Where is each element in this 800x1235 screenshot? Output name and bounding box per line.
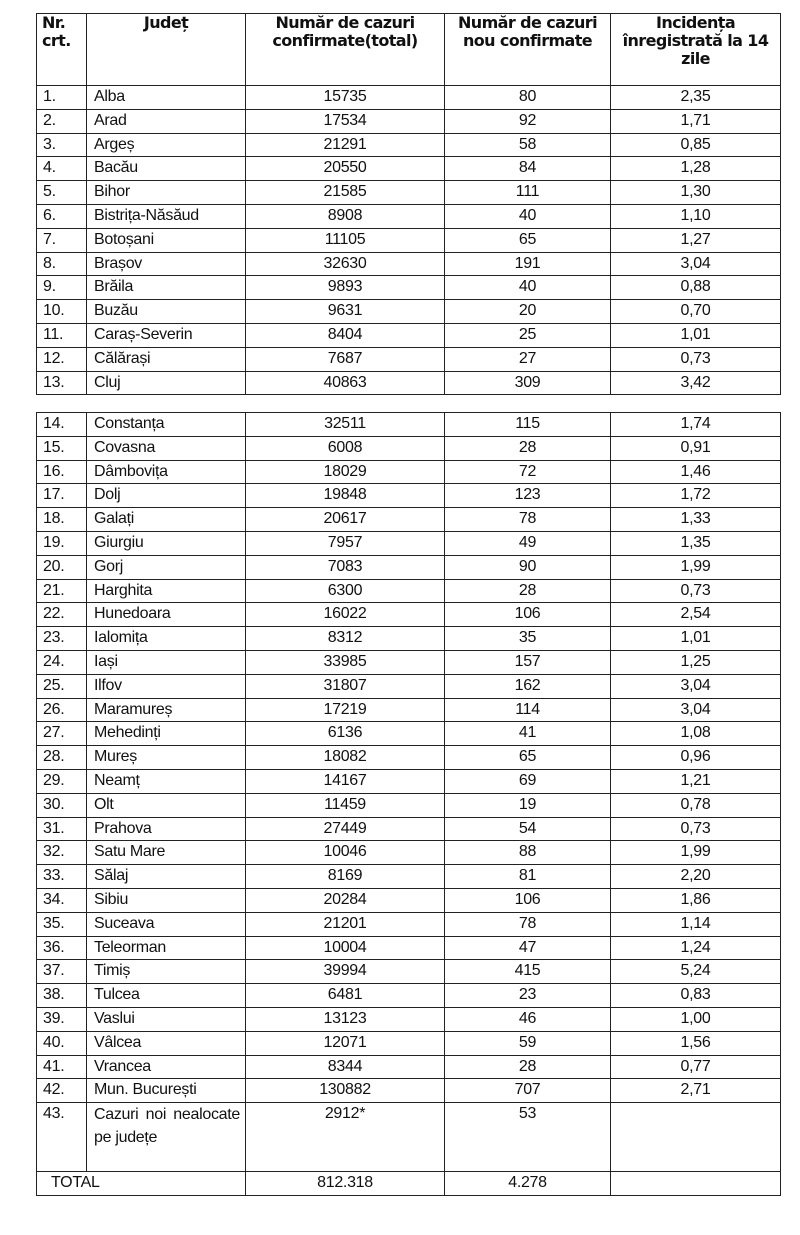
cell-name: Ialomița	[87, 627, 246, 651]
cell-incidence: 0,70	[611, 300, 781, 324]
cell-incidence: 1,56	[611, 1031, 781, 1055]
cell-total: 7957	[246, 531, 445, 555]
table-row	[37, 841, 781, 865]
cell-nr: 9.	[37, 276, 87, 300]
cell-total: 6481	[246, 984, 445, 1008]
cell-total: 11105	[246, 228, 445, 252]
table-row	[37, 252, 781, 276]
cell-total: 6136	[246, 722, 445, 746]
cell-name: Mureș	[87, 746, 246, 770]
cell-new: 23	[445, 984, 611, 1008]
cell-incidence	[611, 1103, 781, 1172]
cell-incidence: 1,14	[611, 912, 781, 936]
cell-nr: 8.	[37, 252, 87, 276]
cell-incidence: 5,24	[611, 960, 781, 984]
cell-nr: 13.	[37, 371, 87, 395]
cell-total: 19848	[246, 484, 445, 508]
total-cases: 812.318	[246, 1172, 445, 1196]
table-row	[37, 508, 781, 532]
cell-incidence: 0,78	[611, 793, 781, 817]
table-row	[37, 1055, 781, 1079]
total-new-cases: 4.278	[445, 1172, 611, 1196]
cell-nr: 30.	[37, 793, 87, 817]
cell-name: Constanța	[87, 413, 246, 437]
cell-total: 16022	[246, 603, 445, 627]
table-row	[37, 1079, 781, 1103]
cell-new: 72	[445, 460, 611, 484]
cell-total: 20617	[246, 508, 445, 532]
cell-new: 47	[445, 936, 611, 960]
cell-new: 157	[445, 650, 611, 674]
cell-name: Neamț	[87, 769, 246, 793]
cell-incidence: 1,21	[611, 769, 781, 793]
cell-nr: 42.	[37, 1079, 87, 1103]
cell-nr: 29.	[37, 769, 87, 793]
cell-total: 31807	[246, 674, 445, 698]
table-row	[37, 627, 781, 651]
table-row	[37, 228, 781, 252]
cell-nr: 3.	[37, 133, 87, 157]
cell-new: 106	[445, 603, 611, 627]
table-row	[37, 603, 781, 627]
cell-name: Timiș	[87, 960, 246, 984]
table-row	[37, 300, 781, 324]
cell-new: 92	[445, 109, 611, 133]
table-row	[37, 936, 781, 960]
cell-incidence: 1,24	[611, 936, 781, 960]
cell-nr: 25.	[37, 674, 87, 698]
cell-total: 32511	[246, 413, 445, 437]
cell-nr: 37.	[37, 960, 87, 984]
cell-name: Galați	[87, 508, 246, 532]
cell-name: Cluj	[87, 371, 246, 395]
cell-incidence: 0,96	[611, 746, 781, 770]
cell-total: 6300	[246, 579, 445, 603]
table-row	[37, 793, 781, 817]
cell-total: 21585	[246, 181, 445, 205]
table-row-unallocated	[37, 1103, 781, 1172]
cell-nr: 33.	[37, 865, 87, 889]
cell-total: 9631	[246, 300, 445, 324]
cell-new: 20	[445, 300, 611, 324]
cell-nr: 19.	[37, 531, 87, 555]
cell-name: Vrancea	[87, 1055, 246, 1079]
cell-total: 8908	[246, 204, 445, 228]
cell-incidence: 0,91	[611, 436, 781, 460]
cell-new: 28	[445, 1055, 611, 1079]
cell-name: Maramureș	[87, 698, 246, 722]
cell-incidence: 1,71	[611, 109, 781, 133]
table-row	[37, 674, 781, 698]
cell-nr: 7.	[37, 228, 87, 252]
cell-new: 65	[445, 228, 611, 252]
cell-total: 11459	[246, 793, 445, 817]
cell-nr: 17.	[37, 484, 87, 508]
table-row	[37, 960, 781, 984]
cell-incidence: 1,99	[611, 841, 781, 865]
cell-name: Alba	[87, 86, 246, 110]
cell-nr: 38.	[37, 984, 87, 1008]
table-row	[37, 204, 781, 228]
cell-incidence: 0,88	[611, 276, 781, 300]
cell-nr: 2.	[37, 109, 87, 133]
table-row	[37, 1031, 781, 1055]
cell-new: 114	[445, 698, 611, 722]
table-row	[37, 579, 781, 603]
table-row	[37, 746, 781, 770]
header-new: Număr de cazuri nou confirmate	[445, 14, 611, 86]
table-row	[37, 888, 781, 912]
cell-nr: 40.	[37, 1031, 87, 1055]
cell-new: 90	[445, 555, 611, 579]
cell-total: 14167	[246, 769, 445, 793]
cell-total: 40863	[246, 371, 445, 395]
cell-nr: 39.	[37, 1007, 87, 1031]
cell-nr: 16.	[37, 460, 87, 484]
cell-nr: 11.	[37, 323, 87, 347]
cell-nr: 15.	[37, 436, 87, 460]
cell-total: 12071	[246, 1031, 445, 1055]
cell-new: 58	[445, 133, 611, 157]
cell-new: 80	[445, 86, 611, 110]
table-row	[37, 181, 781, 205]
table-row	[37, 555, 781, 579]
cell-nr: 32.	[37, 841, 87, 865]
table-body-part2	[37, 413, 781, 1103]
cell-new: 28	[445, 436, 611, 460]
table-row	[37, 413, 781, 437]
cell-incidence: 1,10	[611, 204, 781, 228]
cell-new: 41	[445, 722, 611, 746]
cell-incidence: 0,85	[611, 133, 781, 157]
cell-name: Tulcea	[87, 984, 246, 1008]
cell-incidence: 0,73	[611, 817, 781, 841]
table-row	[37, 157, 781, 181]
cell-total: 7687	[246, 347, 445, 371]
cell-name: Sibiu	[87, 888, 246, 912]
cell-new: 123	[445, 484, 611, 508]
cell-name: Teleorman	[87, 936, 246, 960]
table-row-total	[37, 1172, 781, 1196]
table-row	[37, 531, 781, 555]
cell-name: Suceava	[87, 912, 246, 936]
cell-new: 28	[445, 579, 611, 603]
cell-new: 78	[445, 912, 611, 936]
cell-nr: 18.	[37, 508, 87, 532]
cell-total: 15735	[246, 86, 445, 110]
table-body-part1	[37, 86, 781, 395]
cell-nr: 34.	[37, 888, 87, 912]
cell-name: Botoșani	[87, 228, 246, 252]
cell-name: Călărași	[87, 347, 246, 371]
cell-new: 40	[445, 276, 611, 300]
table-row	[37, 347, 781, 371]
cell-nr: 41.	[37, 1055, 87, 1079]
cell-name: Covasna	[87, 436, 246, 460]
cell-nr: 26.	[37, 698, 87, 722]
cell-name: Harghita	[87, 579, 246, 603]
cell-nr: 14.	[37, 413, 87, 437]
cell-incidence: 1,25	[611, 650, 781, 674]
cell-name: Buzău	[87, 300, 246, 324]
table-row	[37, 86, 781, 110]
cell-total: 8404	[246, 323, 445, 347]
table-row	[37, 865, 781, 889]
cell-new: 25	[445, 323, 611, 347]
cell-total: 2912*	[246, 1103, 445, 1172]
cell-name: Ilfov	[87, 674, 246, 698]
cell-total: 8312	[246, 627, 445, 651]
cell-total: 18029	[246, 460, 445, 484]
table-row	[37, 323, 781, 347]
table-row	[37, 769, 781, 793]
cell-incidence: 1,01	[611, 627, 781, 651]
cell-total: 130882	[246, 1079, 445, 1103]
cell-new: 40	[445, 204, 611, 228]
cell-total: 21201	[246, 912, 445, 936]
cell-name: Bihor	[87, 181, 246, 205]
cell-incidence: 1,30	[611, 181, 781, 205]
cell-total: 17534	[246, 109, 445, 133]
cell-name: Vâlcea	[87, 1031, 246, 1055]
cell-name: Olt	[87, 793, 246, 817]
cell-new: 309	[445, 371, 611, 395]
table-row	[37, 460, 781, 484]
table-row	[37, 436, 781, 460]
cell-total: 39994	[246, 960, 445, 984]
cell-name: Sălaj	[87, 865, 246, 889]
cell-total: 8169	[246, 865, 445, 889]
cell-new: 88	[445, 841, 611, 865]
cell-incidence: 3,42	[611, 371, 781, 395]
cell-incidence: 1,74	[611, 413, 781, 437]
total-label: TOTAL	[37, 1172, 246, 1196]
cell-name: Mehedinți	[87, 722, 246, 746]
cell-nr: 20.	[37, 555, 87, 579]
table-row	[37, 912, 781, 936]
cell-incidence: 2,20	[611, 865, 781, 889]
cell-incidence: 0,73	[611, 579, 781, 603]
cell-name: Dâmbovița	[87, 460, 246, 484]
cell-new: 111	[445, 181, 611, 205]
cell-total: 7083	[246, 555, 445, 579]
cell-new: 106	[445, 888, 611, 912]
cell-incidence: 3,04	[611, 698, 781, 722]
cell-incidence: 1,01	[611, 323, 781, 347]
cell-nr: 21.	[37, 579, 87, 603]
cell-total: 17219	[246, 698, 445, 722]
table-row	[37, 1007, 781, 1031]
county-cases-table-part1	[36, 13, 781, 395]
cell-nr: 6.	[37, 204, 87, 228]
cell-incidence: 2,54	[611, 603, 781, 627]
cell-name: Arad	[87, 109, 246, 133]
cell-total: 21291	[246, 133, 445, 157]
cell-total: 9893	[246, 276, 445, 300]
cell-nr: 43.	[37, 1103, 87, 1172]
cell-total: 8344	[246, 1055, 445, 1079]
cell-total: 20550	[246, 157, 445, 181]
cell-incidence: 3,04	[611, 674, 781, 698]
cell-incidence: 1,86	[611, 888, 781, 912]
cell-nr: 24.	[37, 650, 87, 674]
cell-incidence: 1,33	[611, 508, 781, 532]
cell-new: 65	[445, 746, 611, 770]
cell-new: 46	[445, 1007, 611, 1031]
cell-incidence: 2,71	[611, 1079, 781, 1103]
cell-new: 69	[445, 769, 611, 793]
cell-new: 54	[445, 817, 611, 841]
cell-incidence: 1,99	[611, 555, 781, 579]
cell-incidence: 1,27	[611, 228, 781, 252]
cell-new: 27	[445, 347, 611, 371]
cell-new: 84	[445, 157, 611, 181]
cell-nr: 28.	[37, 746, 87, 770]
cell-incidence: 1,28	[611, 157, 781, 181]
cell-incidence: 1,08	[611, 722, 781, 746]
cell-total: 6008	[246, 436, 445, 460]
cell-incidence: 2,35	[611, 86, 781, 110]
cell-incidence: 1,46	[611, 460, 781, 484]
cell-nr: 23.	[37, 627, 87, 651]
cell-new: 162	[445, 674, 611, 698]
cell-new: 19	[445, 793, 611, 817]
cell-nr: 1.	[37, 86, 87, 110]
cell-nr: 10.	[37, 300, 87, 324]
cell-name: Hunedoara	[87, 603, 246, 627]
cell-total: 32630	[246, 252, 445, 276]
cell-nr: 5.	[37, 181, 87, 205]
cell-nr: 22.	[37, 603, 87, 627]
cell-name: Brăila	[87, 276, 246, 300]
cell-name: Argeș	[87, 133, 246, 157]
cell-nr: 27.	[37, 722, 87, 746]
table-row	[37, 276, 781, 300]
cell-new: 81	[445, 865, 611, 889]
cell-name: Mun. București	[87, 1079, 246, 1103]
cell-nr: 35.	[37, 912, 87, 936]
table-row	[37, 817, 781, 841]
cell-name: Bacău	[87, 157, 246, 181]
table-row	[37, 650, 781, 674]
cell-incidence: 0,73	[611, 347, 781, 371]
cell-name: Cazuri noi nealocate pe județe	[87, 1103, 246, 1172]
cell-nr: 4.	[37, 157, 87, 181]
header-incidence: Incidența înregistrată la 14 zile	[611, 14, 781, 86]
cell-new: 115	[445, 413, 611, 437]
cell-new: 707	[445, 1079, 611, 1103]
cell-total: 27449	[246, 817, 445, 841]
cell-new: 53	[445, 1103, 611, 1172]
cell-nr: 36.	[37, 936, 87, 960]
cell-new: 78	[445, 508, 611, 532]
table-row	[37, 133, 781, 157]
total-incidence	[611, 1172, 781, 1196]
cell-nr: 12.	[37, 347, 87, 371]
cell-name: Dolj	[87, 484, 246, 508]
table-row	[37, 722, 781, 746]
cell-name: Giurgiu	[87, 531, 246, 555]
header-judet: Județ	[87, 14, 246, 86]
cell-total: 10004	[246, 936, 445, 960]
cell-incidence: 1,72	[611, 484, 781, 508]
header-nr: Nr. crt.	[37, 14, 87, 86]
cell-incidence: 1,35	[611, 531, 781, 555]
cell-new: 35	[445, 627, 611, 651]
cell-incidence: 3,04	[611, 252, 781, 276]
cell-new: 59	[445, 1031, 611, 1055]
cell-name: Caraș-Severin	[87, 323, 246, 347]
cell-name: Satu Mare	[87, 841, 246, 865]
table-row	[37, 984, 781, 1008]
table-row	[37, 371, 781, 395]
cell-name: Vaslui	[87, 1007, 246, 1031]
cell-name: Gorj	[87, 555, 246, 579]
cell-new: 191	[445, 252, 611, 276]
cell-incidence: 0,83	[611, 984, 781, 1008]
table-row	[37, 484, 781, 508]
cell-name: Brașov	[87, 252, 246, 276]
cell-nr: 31.	[37, 817, 87, 841]
cell-incidence: 0,77	[611, 1055, 781, 1079]
cell-new: 49	[445, 531, 611, 555]
table-row	[37, 698, 781, 722]
county-cases-table-part2	[36, 412, 781, 1196]
cell-total: 18082	[246, 746, 445, 770]
cell-total: 13123	[246, 1007, 445, 1031]
table-row	[37, 109, 781, 133]
cell-new: 415	[445, 960, 611, 984]
cell-incidence: 1,00	[611, 1007, 781, 1031]
header-total: Număr de cazuri confirmate(total)	[246, 14, 445, 86]
cell-name: Iași	[87, 650, 246, 674]
cell-name: Prahova	[87, 817, 246, 841]
header-row	[37, 14, 781, 86]
cell-name: Bistrița-Năsăud	[87, 204, 246, 228]
cell-total: 20284	[246, 888, 445, 912]
cell-total: 33985	[246, 650, 445, 674]
cell-total: 10046	[246, 841, 445, 865]
